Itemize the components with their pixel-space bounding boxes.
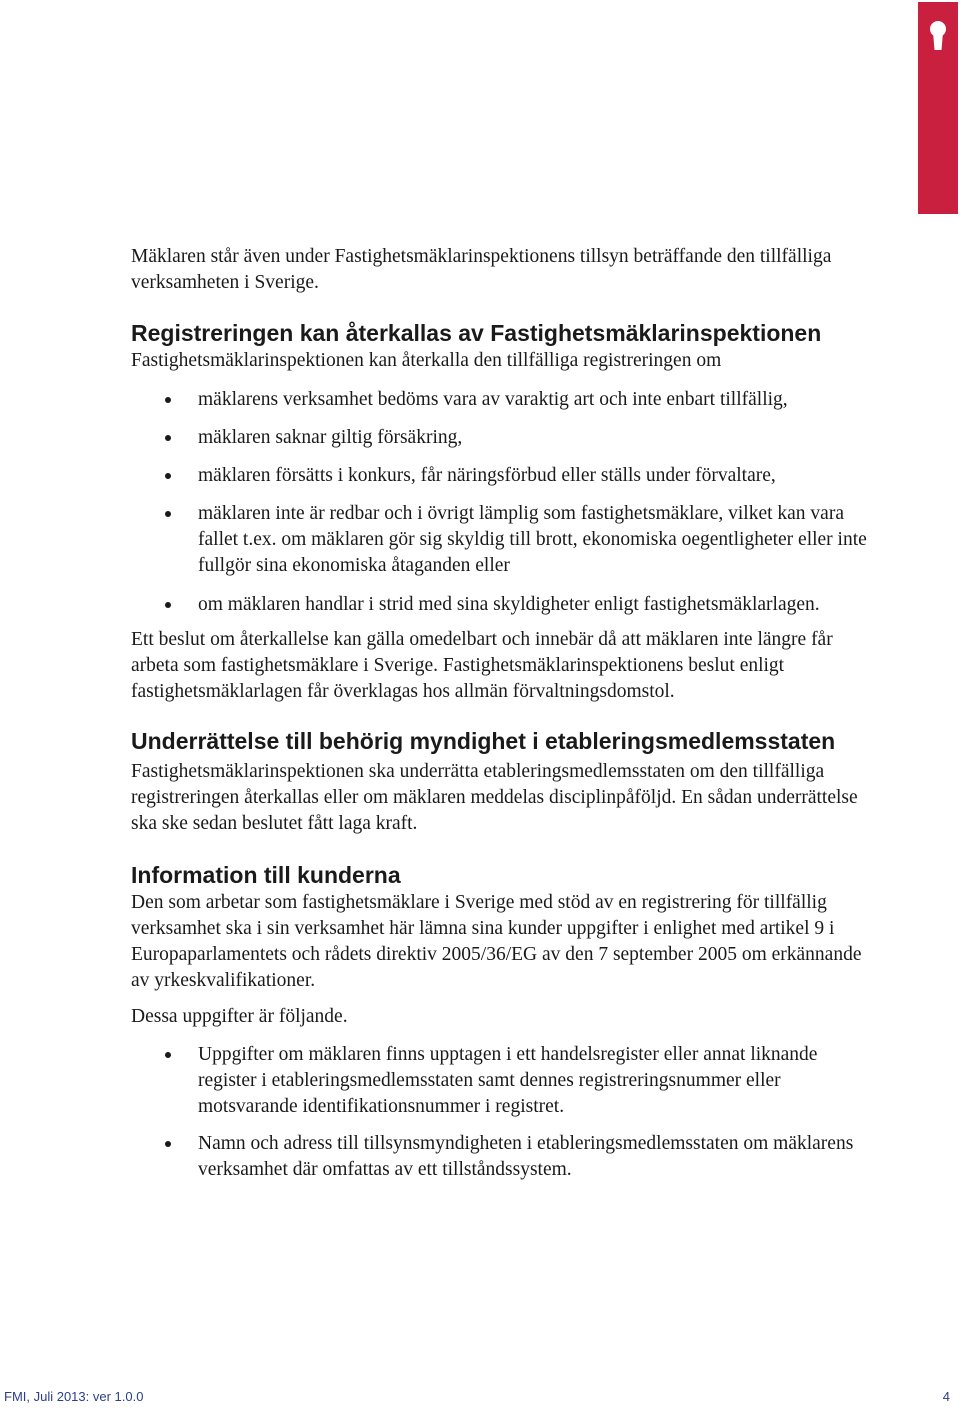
bullet-icon [165, 602, 171, 608]
notification-body: Fastighetsmäklarinspektionen ska underrätta etableringsmedlemsstaten om den tillfälliga registreringen återkallas eller om mäklaren meddelas disciplinpåföljd. En sådan underrättelse ska ske sedan beslutet fått laga kraft. [131, 761, 858, 834]
keyhole-icon [926, 20, 950, 52]
revocation-closing: Ett beslut om återkallelse kan gälla omedelbart och innebär då att mäklaren inte längre får arbeta som fastighetsmäklare i Sverige. Fastighetsmäklarinspektionens beslut enligt fastighetsmäklarlagen får överklagas hos allmän förvaltningsdomstol. [131, 629, 833, 702]
document-body [131, 244, 871, 1183]
section-heading-notification: Underrättelse till behörig myndighet i etableringsmedlemsstaten [131, 728, 836, 754]
customer-info-body: Den som arbetar som fastighetsmäklare i Sverige med stöd av en registrering för tillfällig verksamhet ska i sin verksamhet här lämna sina kunder uppgifter i enlighet med artikel 9 i Europaparlamentets och rådets direktiv 2005/36/EG av den 7 september 2005 om erkännande av yrkeskvalifikationer. [131, 892, 862, 991]
footer-version: FMI, Juli 2013: ver 1.0.0 [4, 1389, 144, 1404]
list-item: mäklaren inte är redbar och i övrigt lämplig som fastighetsmäklare, vilket kan vara fallet t.ex. om mäklaren gör sig skyldig till brott, ekonomiska oegentligheter eller inte fullgör sina ekonomiska åtaganden eller [131, 501, 871, 579]
list-item: Uppgifter om mäklaren finns upptagen i ett handelsregister eller annat liknande register i etableringsmedlemsstaten samt dennes registreringsnummer eller motsvarande identifikationsnummer i registret. [131, 1042, 871, 1120]
customer-info-list [131, 1042, 871, 1183]
bullet-icon [165, 473, 171, 479]
list-item: mäklaren försätts i konkurs, får näringsförbud eller ställs under förvaltare, [131, 463, 871, 489]
customer-info-lead: Dessa uppgifter är följande. [131, 1006, 348, 1027]
bullet-icon [165, 511, 171, 517]
list-item: mäklarens verksamhet bedöms vara av varaktig art och inte enbart tillfällig, [131, 387, 871, 413]
list-item: mäklaren saknar giltig försäkring, [131, 425, 871, 451]
brand-tab [918, 2, 958, 214]
section-heading-customer-info: Information till kunderna [131, 862, 401, 888]
bullet-icon [165, 1141, 171, 1147]
list-item: Namn och adress till tillsynsmyndigheten i etableringsmedlemsstaten om mäklarens verksamhet där omfattas av ett tillståndssystem. [131, 1131, 871, 1183]
intro-paragraph: Mäklaren står även under Fastighetsmäklarinspektionens tillsyn beträffande den tillfälliga verksamheten i Sverige. [131, 246, 832, 293]
footer-page-number: 4 [942, 1389, 950, 1404]
bullet-icon [165, 435, 171, 441]
revocation-lead: Fastighetsmäklarinspektionen kan återkalla den tillfälliga registreringen om [131, 350, 722, 371]
list-item: om mäklaren handlar i strid med sina skyldigheter enligt fastighetsmäklarlagen. [131, 592, 871, 618]
bullet-icon [165, 1052, 171, 1058]
revocation-list [131, 387, 871, 618]
section-heading-revocation: Registreringen kan återkallas av Fastighetsmäklarinspektionen [131, 320, 822, 346]
bullet-icon [165, 397, 171, 403]
